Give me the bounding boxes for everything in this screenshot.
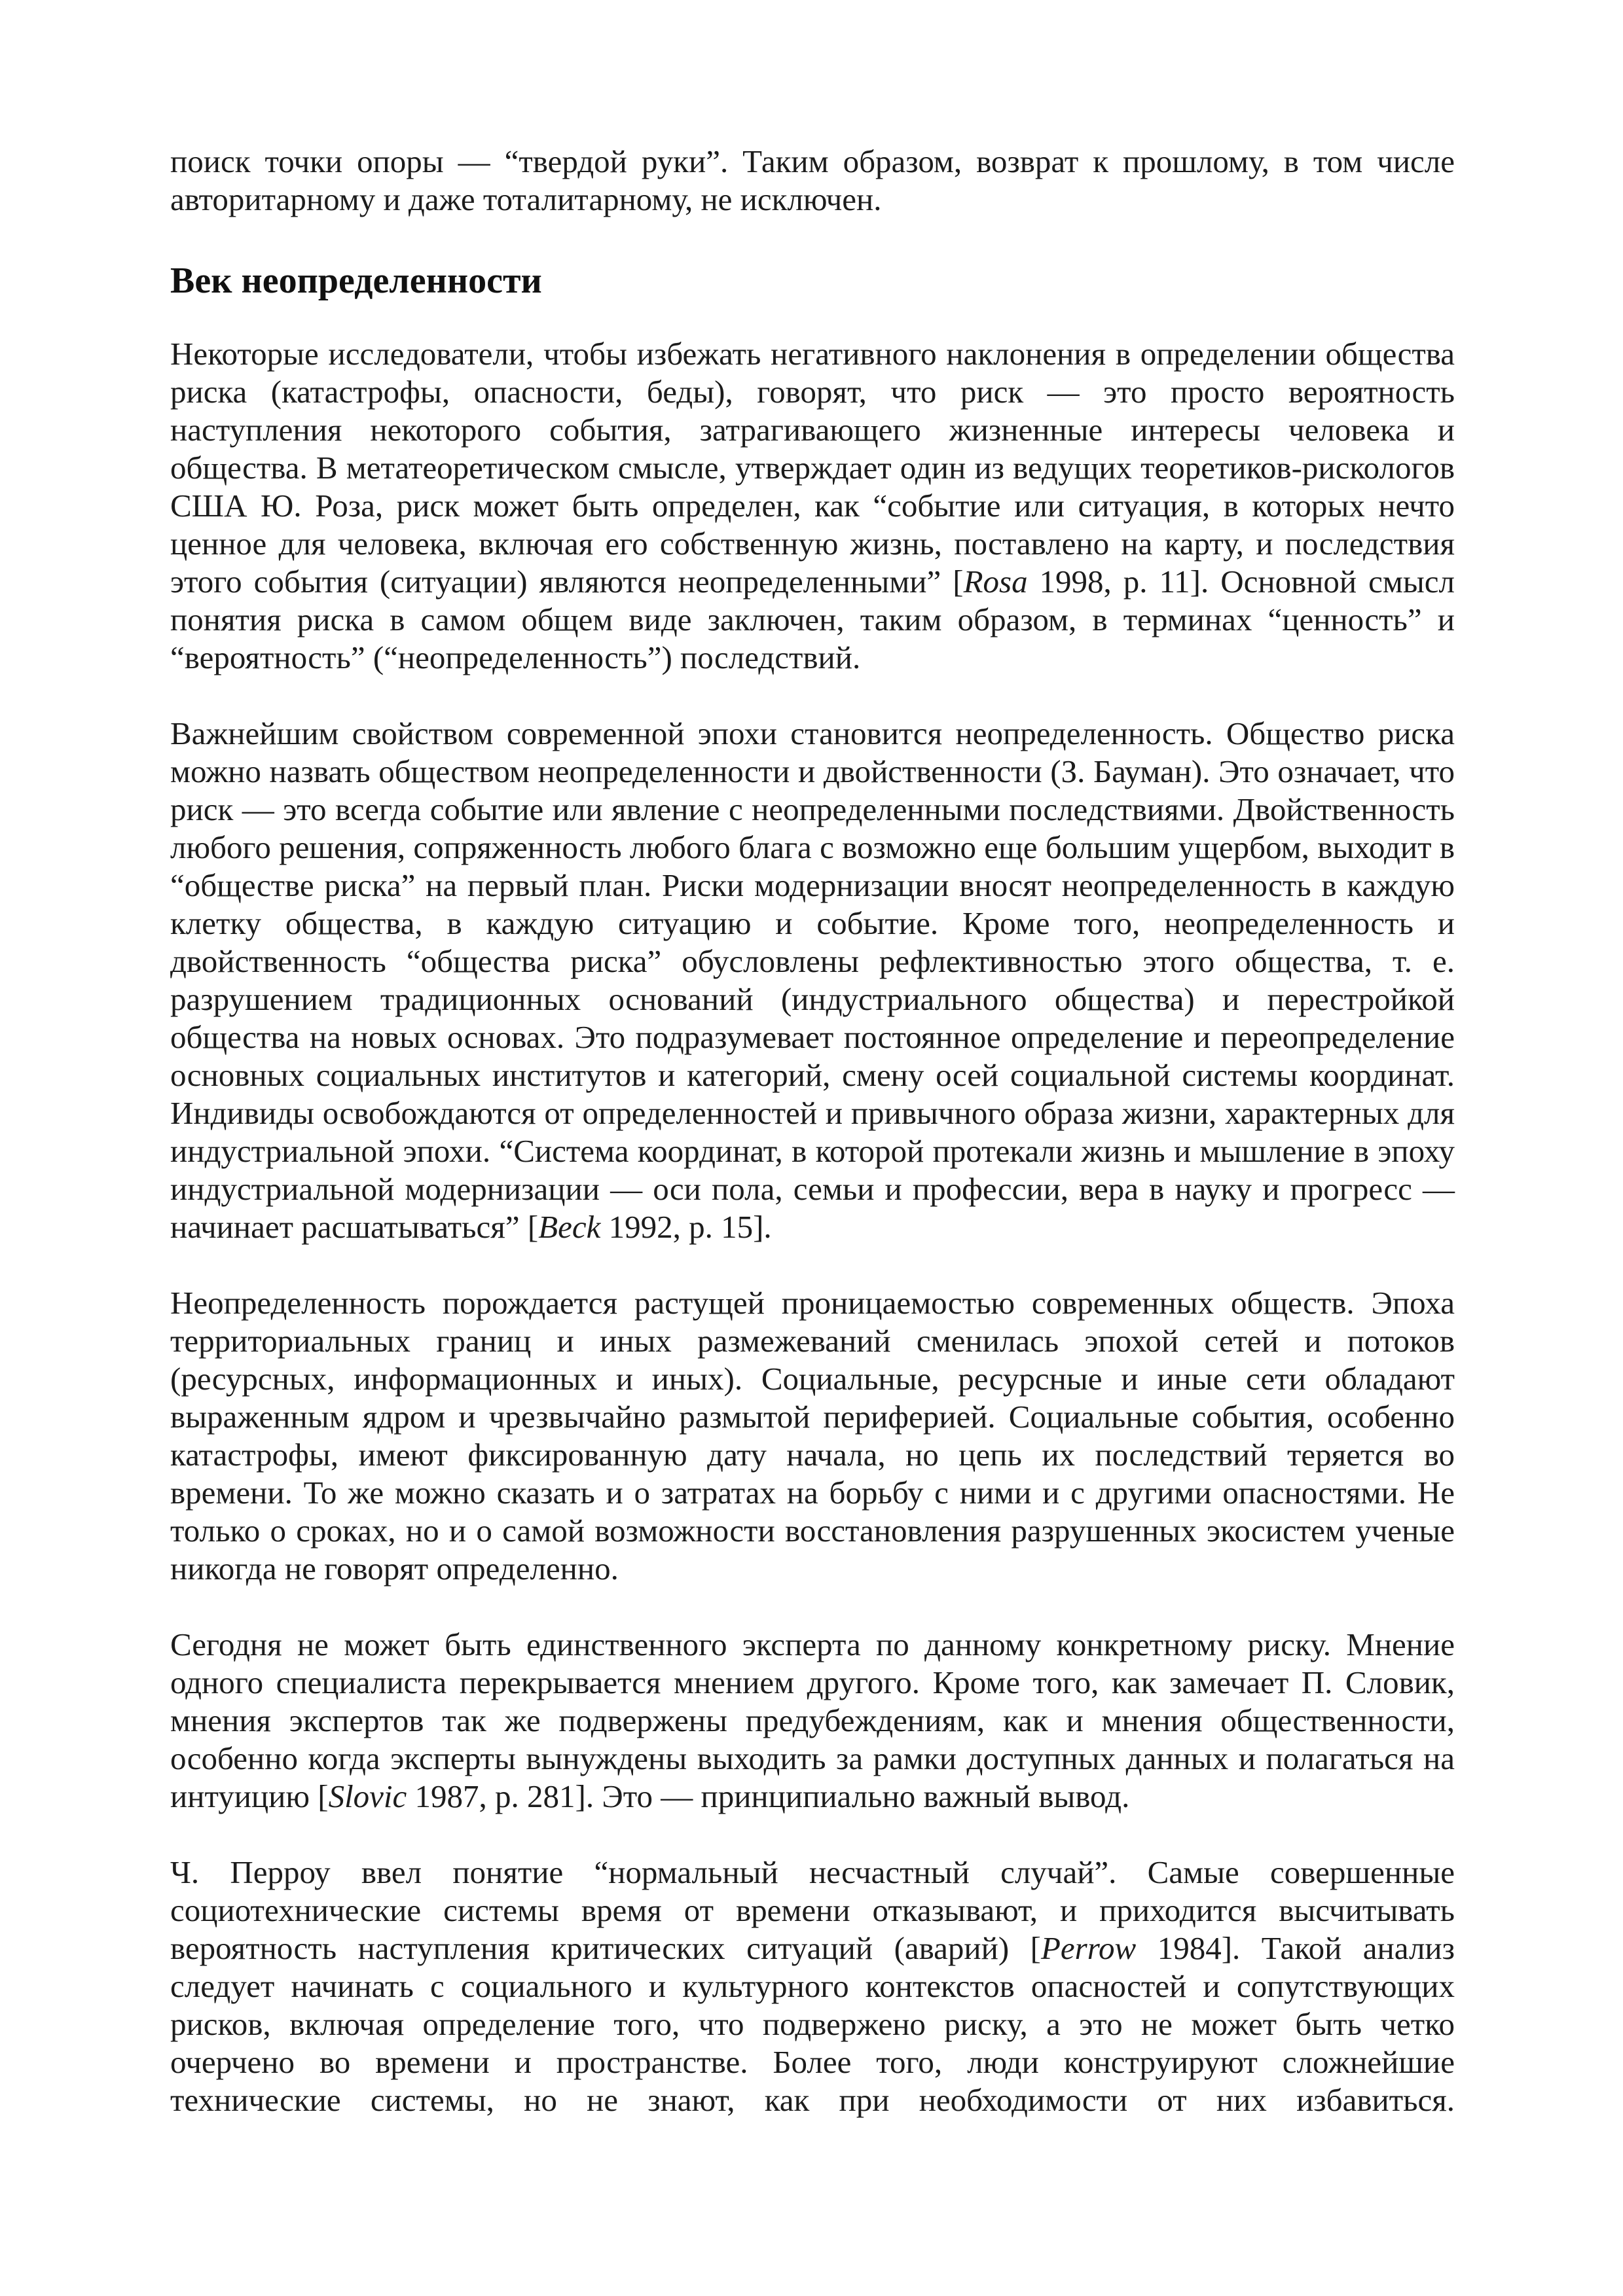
paragraph-text: Сегодня не может быть единственного эксперта по данному конкретному риску. Мнение одного специалиста перекрывается мнением другого. Кроме того, как замечает П. Словик, мнения экспертов так же подвержены предубеждениям, как и мнения общественности, особенно когда эксперты вынуждены выходить за рамки доступных данных и полагаться на интуицию [ <box>170 1626 1455 1814</box>
citation-author: Beck <box>538 1209 601 1245</box>
citation-author: Perrow <box>1041 1930 1137 1966</box>
paragraph-text: 1992, p. 15]. <box>600 1209 772 1245</box>
paragraph-text: Ч. Перроу ввел понятие “нормальный несчастный случай”. Самые совершенные социотехнические системы время от времени отказывают, и приходится высчитывать вероятность наступления критических ситуаций (аварий) [ <box>170 1854 1455 1966</box>
citation-author: Slovic <box>328 1778 407 1814</box>
intro-paragraph: поиск точки опоры — “твердой руки”. Таким образом, возврат к прошлому, в том числе авторитарному и даже тоталитарному, не исключен. <box>170 143 1455 217</box>
paragraph-permeability: Неопределенность порождается растущей проницаемостью современных обществ. Эпоха территориальных границ и иных размежеваний сменилась эпохой сетей и потоков (ресурсных, информационных и иных). Социальные, ресурсные и иные сети обладают выраженным ядром и чрезвычайно размытой периферией. Социальные события, особенно катастрофы, имеют фиксированную дату начала, но цепь их последствий теряется во времени. То же можно сказать и о затратах на борьбу с ними и с другими опасностями. Не только о сроках, но и о самой возможности восстановления разрушенных экосистем ученые никогда не говорят определенно. <box>170 1285 1455 1587</box>
paragraph-text: Важнейшим свойством современной эпохи становится неопределенность. Общество риска можно назвать обществом неопределенности и двойственности (З. Бауман). Это означает, что риск — это всегда событие или явление с неопределенными последствиями. Двойственность любого решения, сопряженность любого блага с возможно еще большим ущербом, выходит в “обществе риска” на первый план. Риски модернизации вносят неопределенность в каждую клетку общества, в каждую ситуацию и событие. Кроме того, неопределенность и двойственность “общества риска” обусловлены рефлективностью этого общества, т. е. разрушением традиционных оснований (индустриального общества) и перестройкой общества на новых основах. Это подразумевает постоянное определение и переопределение основных социальных институтов и категорий, смену осей социальной системы координат. Индивиды освобождаются от определенностей и привычного образа жизни, характерных для индустриальной эпохи. “Система координат, в которой протекали жизнь и мышление в эпоху индустриальной модернизации — оси пола, семьи и профессии, вера в науку и прогресс — начинает расшатываться” [ <box>170 715 1455 1245</box>
paragraph-beck <box>170 715 1455 1246</box>
paragraph-perrow <box>170 1854 1455 2119</box>
paragraph-text: Некоторые исследователи, чтобы избежать негативного наклонения в определении общества риска (катастрофы, опасности, беды), говорят, что риск — это просто вероятность наступления некоторого события, затрагивающего жизненные интересы человека и общества. В метатеоретическом смысле, утверждает один из ведущих теоретиков-рискологов США Ю. Роза, риск может быть определен, как “событие или ситуация, в которых нечто ценное для человека, включая его собственную жизнь, поставлено на карту, и последствия этого события (ситуации) являются неопределенными” [ <box>170 336 1455 600</box>
paragraph-slovic <box>170 1626 1455 1816</box>
paragraph-text: 1984]. Такой анализ следует начинать с социального и культурного контекстов опасностей и сопутствующих рисков, включая определение того, что подвержено риску, а это не может быть четко очерчено во времени и пространстве. Более того, люди конструируют сложнейшие технические системы, но не знают, как при необходимости от них избавиться. <box>170 1930 1455 2118</box>
paragraph-text: 1987, p. 281]. Это — принципиально важный вывод. <box>407 1778 1130 1814</box>
document-page <box>170 143 1455 2119</box>
citation-author: Rosa <box>963 564 1028 600</box>
section-heading: Век неопределенности <box>170 260 542 301</box>
paragraph-text: 1998, p. 11]. Основной смысл понятия риска в самом общем виде заключен, таким образом, в терминах “ценность” и “вероятность” (“неопределенность”) последствий. <box>170 564 1455 675</box>
paragraph-rosa <box>170 335 1455 677</box>
